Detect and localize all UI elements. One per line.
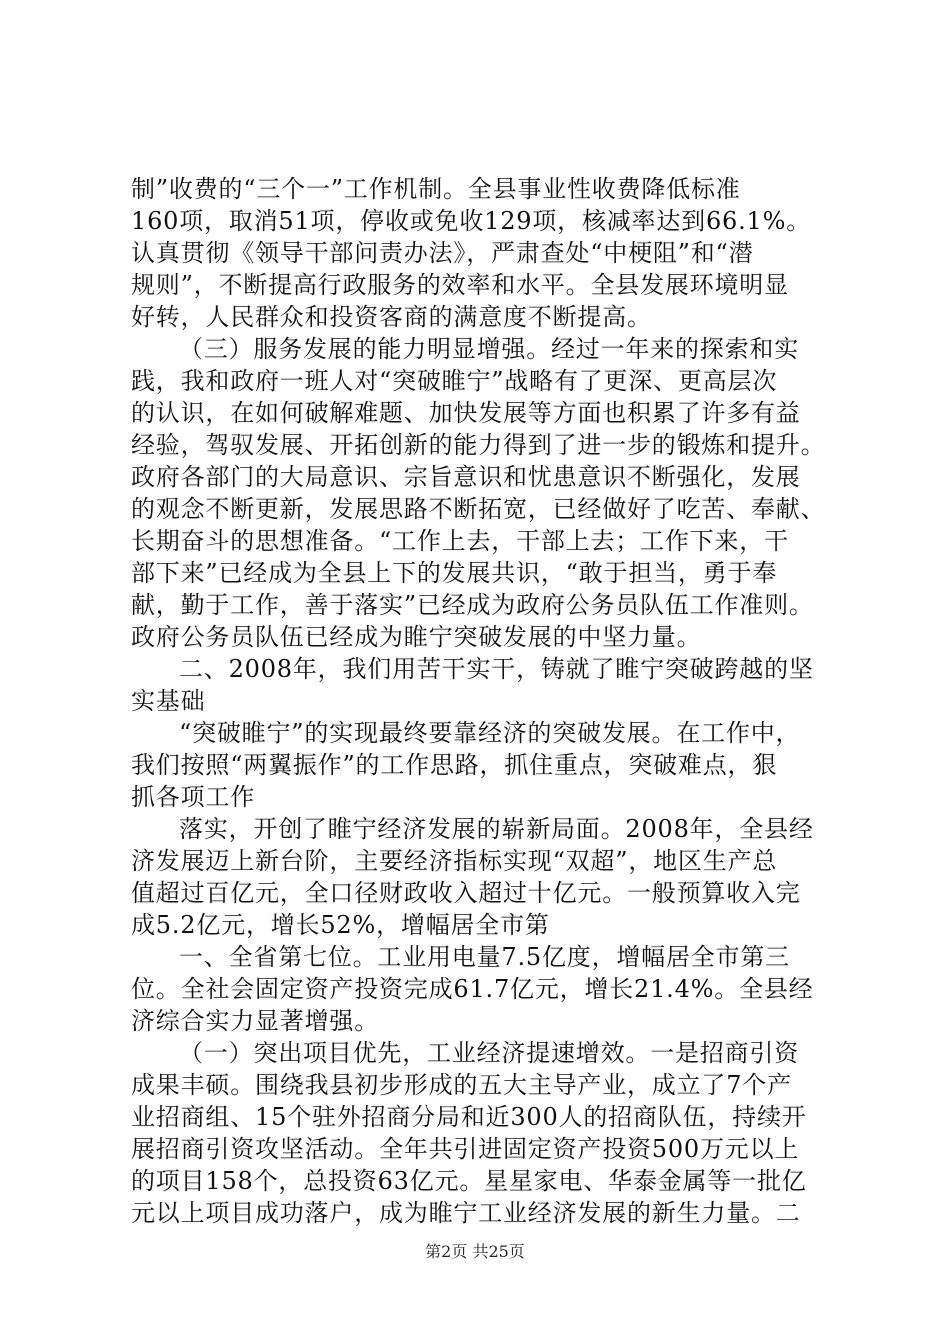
text-line: “突破睢宁”的实现最终要靠经济的突破发展。在工作中， (179, 719, 801, 747)
text-line: 抓各项工作 (131, 783, 255, 811)
text-line: 成果丰硕。围绕我县初步形成的五大主导产业，成立了7个产 (131, 1071, 792, 1099)
text-line: 展招商引资攻坚活动。全年共引进固定资产投资500万元以上 (131, 1135, 800, 1163)
text-line: 元以上项目成功落户，成为睢宁工业经济发展的新生力量。二 (131, 1199, 801, 1227)
text-line: （三）服务发展的能力明显增强。经过一年来的探索和实 (179, 335, 799, 363)
section-heading-line: 二、2008年，我们用苦干实干，铸就了睢宁突破跨越的坚 (179, 655, 814, 683)
text-line: 规则”，不断提高行政服务的效率和水平。全县发展环境明显 (131, 271, 789, 299)
text-line: 长期奋斗的思想准备。“工作上去，干部上去；工作下来，干 (131, 527, 789, 555)
section-heading-line: 实基础 (131, 687, 206, 715)
text-line: 的项目158个，总投资63亿元。星星家电、华泰金属等一批亿 (131, 1167, 807, 1195)
text-line: 业招商组、15个驻外招商分局和近300人的招商队伍，持续开 (131, 1103, 807, 1131)
text-line: 制”收费的“三个一”工作机制。全县事业性收费降低标准 (131, 175, 741, 203)
text-line: 献，勤于工作，善于落实”已经成为政府公务员队伍工作准则。 (131, 591, 814, 619)
document-body (131, 173, 831, 1229)
text-line: 部下来”已经成为全县上下的发展共识，“敢于担当，勇于奉 (131, 559, 778, 587)
text-line: 值超过百亿元，全口径财政收入超过十亿元。一般预算收入完 (131, 879, 801, 907)
text-line: 我们按照“两翼振作”的工作思路，抓住重点，突破难点，狠 (131, 751, 778, 779)
text-line: （一）突出项目优先，工业经济提速增效。一是招商引资 (179, 1039, 799, 1067)
text-line: 的观念不断更新，发展思路不断拓宽，已经做好了吃苦、奉献、 (131, 495, 826, 523)
text-line: 的认识，在如何破解难题、加快发展等方面也积累了许多有益 (131, 399, 801, 427)
text-line: 成5.2亿元，增长52%，增幅居全市第 (131, 911, 550, 939)
text-line: 位。全社会固定资产投资完成61.7亿元，增长21.4%。全县经 (131, 975, 814, 1003)
text-line: 政府各部门的大局意识、宗旨意识和忧患意识不断强化，发展 (131, 463, 801, 491)
text-line: 一、全省第七位。工业用电量7.5亿度，增幅居全市第三 (179, 943, 790, 971)
text-line: 160项，取消51项，停收或免收129项，核减率达到66.1%。 (131, 207, 811, 235)
text-line: 政府公务员队伍已经成为睢宁突破发展的中坚力量。 (131, 623, 702, 651)
text-line: 济发展迈上新台阶，主要经济指标实现“双超”，地区生产总 (131, 847, 778, 875)
text-line: 济综合实力显著增强。 (131, 1007, 379, 1035)
text-line: 落实，开创了睢宁经济发展的崭新局面。2008年，全县经 (179, 815, 814, 843)
text-line: 认真贯彻《领导干部问责办法》，严肃查处“中梗阻”和“潜 (131, 239, 754, 267)
text-line: 好转，人民群众和投资客商的满意度不断提高。 (131, 303, 652, 331)
text-line: 践，我和政府一班人对“突破睢宁”战略有了更深、更高层次 (131, 367, 778, 395)
text-line: 经验，驾驭发展、开拓创新的能力得到了进一步的锻炼和提升。 (131, 431, 826, 459)
page-number-footer: 第2页 共25页 (425, 1242, 525, 1261)
